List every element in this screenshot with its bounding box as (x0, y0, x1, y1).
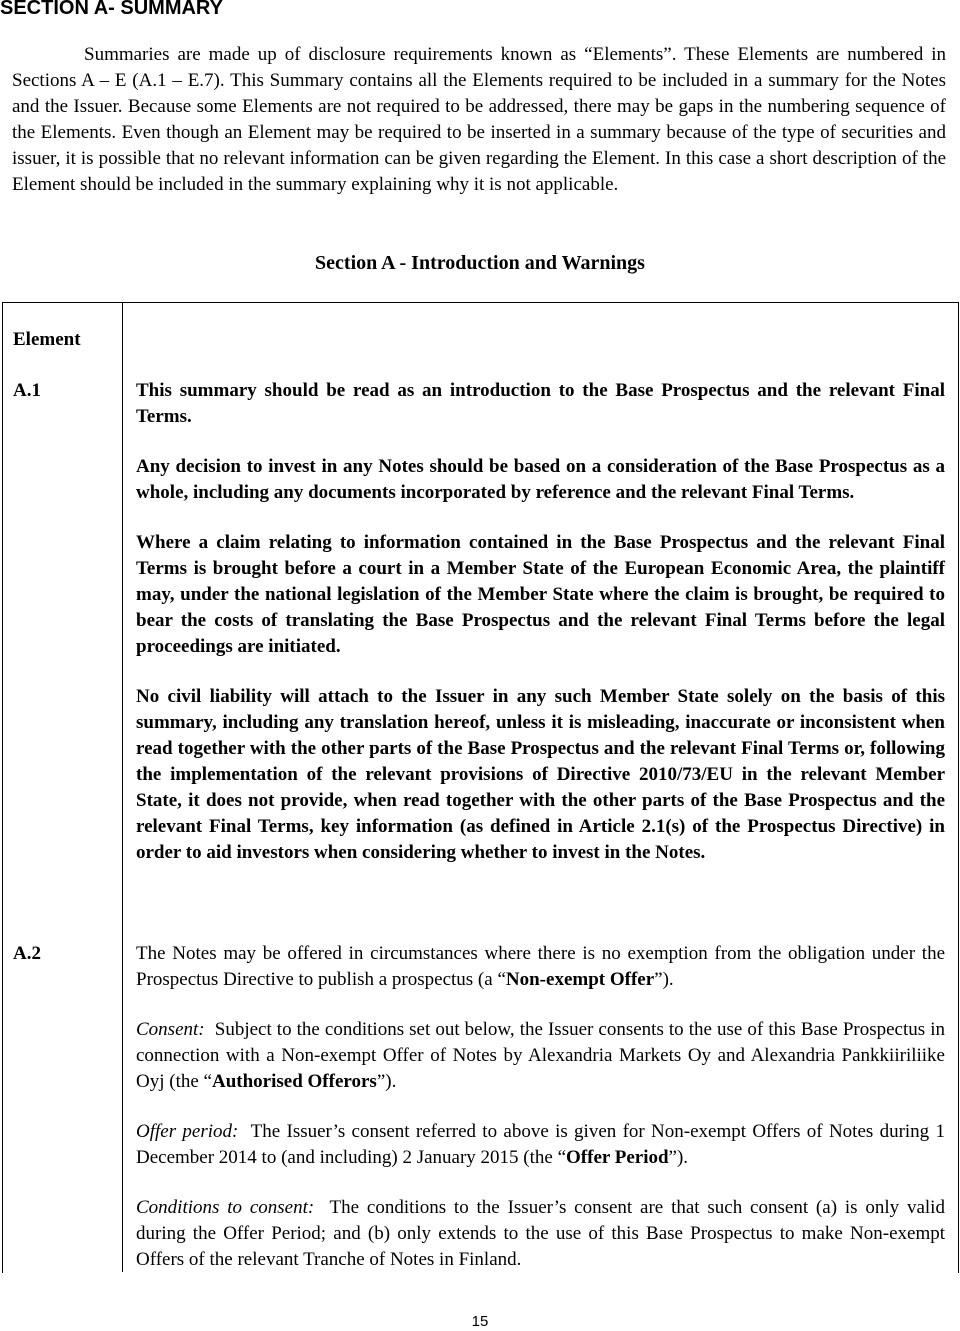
intro-paragraph: Summaries are made up of disclosure requirements known as “Elements”. These Elements are numbered in Sections A – E (A.1 – E.7). This Summary contains all the Elements required to be included in a summary for the Notes and the Issuer. Because some Elements are not required to be addressed, there may be gaps in the numbering sequence of the Elements. Even though an Element may be required to be inserted in a summary because of the type of securities and issuer, it is possible that no relevant information can be given regarding the Element. In this case a short description of the Element should be included in the summary explaining why it is not applicable. (12, 44, 946, 195)
a2-p3-tail: ”). (668, 1147, 689, 1168)
a2-p1-text: The Notes may be offered in circumstances where there is no exemption from the obligation under the Prospectus Directive to publish a prospectus (a “ (136, 943, 945, 990)
defined-term-offer-period: Offer Period (566, 1147, 669, 1168)
conditions-to-consent-label: Conditions to consent: (136, 1197, 315, 1218)
table-column-divider (122, 302, 123, 1272)
offer-period-label: Offer period: (136, 1121, 239, 1142)
a2-p1-tail: ”). (654, 969, 674, 990)
consent-label: Consent: (136, 1019, 205, 1040)
element-id-a2: A.2 (13, 943, 41, 964)
element-id-a1: A.1 (13, 380, 41, 401)
a2-p3-text: The Issuer’s consent referred to above is given for Non-exempt Offers of Notes during 1 December 2014 to (and including) 2 January 2015 (the “ (136, 1121, 945, 1168)
a1-paragraph-4: No civil liability will attach to the Issuer in any such Member State solely on the basis of this summary, including any translation hereof, unless it is misleading, inaccurate or inconsistent when read together with the other parts of the Base Prospectus and the relevant Final Terms or, following the implementation of the relevant provisions of Directive 2010/73/EU in the relevant Member State, it does not provide, when read together with the other parts of the Base Prospectus and the relevant Final Terms, key information (as defined in Article 2.1(s) of the Prospectus Directive) in order to aid investors when considering whether to invest in the Notes. (136, 686, 945, 863)
a2-paragraph-4 (136, 1195, 945, 1273)
element-a2-content (136, 941, 945, 1297)
a2-paragraph-3 (136, 1119, 945, 1171)
a1-paragraph-1: This summary should be read as an introduction to the Base Prospectus and the relevant Final Terms. (136, 380, 945, 427)
defined-term-authorised-offerors: Authorised Offerors (211, 1071, 377, 1092)
section-heading: SECTION A- SUMMARY (0, 0, 223, 19)
a1-paragraph-2: Any decision to invest in any Notes should be based on a consideration of the Base Prospectus as a whole, including any documents incorporated by reference and the relevant Final Terms. (136, 456, 945, 503)
a2-paragraph-1 (136, 941, 945, 993)
a2-p2-tail: ”). (376, 1071, 397, 1092)
page-number: 15 (471, 1313, 489, 1330)
defined-term-non-exempt-offer: Non-exempt Offer (505, 969, 655, 990)
a2-p2-text: Subject to the conditions set out below, the Issuer consents to the use of this Base Prospectus in connection with a Non-exempt Offer of Notes by Alexandria Markets Oy and Alexandria Pankkiiriliike Oyj (the “ (136, 1019, 946, 1092)
a2-paragraph-2 (136, 1017, 945, 1095)
element-a1-content (136, 378, 945, 890)
section-subtitle: Section A - Introduction and Warnings (315, 252, 645, 274)
element-column-header: Element (13, 329, 81, 350)
a2-p4-text: The conditions to the Issuer’s consent are that such consent (a) is only valid during the Offer Period; and (b) only extends to the use of this Base Prospectus to make Non-exempt Offers of the relevant Tranche of Notes in Finland. (136, 1197, 945, 1270)
a1-paragraph-3: Where a claim relating to information contained in the Base Prospectus and the relevant Final Terms is brought before a court in a Member State of the European Economic Area, the plaintiff may, under the national legislation of the Member State where the claim is brought, be required to bear the costs of translating the Base Prospectus and the relevant Final Terms before the legal proceedings are initiated. (136, 532, 945, 657)
